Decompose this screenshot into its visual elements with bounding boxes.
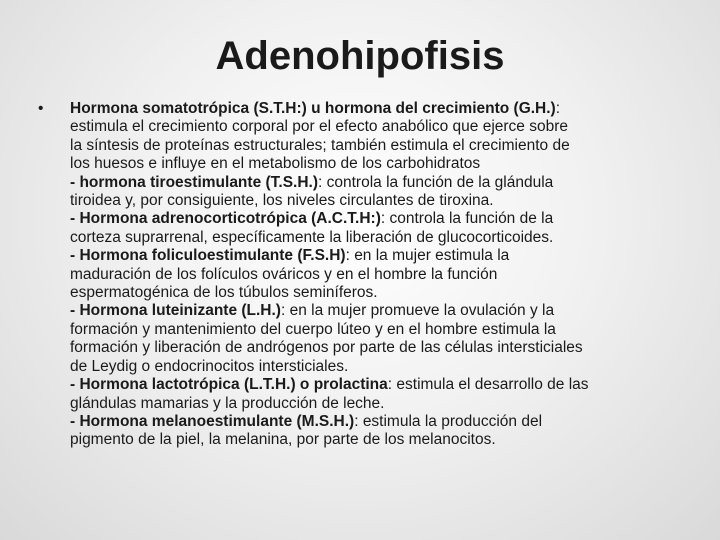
hormone-name: Hormona somatotrópica (S.T.H:) u hormona del crecimiento (G.H.)	[70, 100, 556, 117]
line-text: tiroidea y, por consiguiente, los niveles circulantes de tiroxina.	[70, 192, 494, 210]
text-line	[70, 413, 690, 431]
line-text: maduración de los folículos ováricos y en el hombre la función	[70, 265, 498, 283]
line-text: corteza suprarrenal, específicamente la liberación de glucocorticoides.	[70, 228, 554, 246]
slide-content	[30, 100, 690, 450]
line-text: : estimula el desarrollo de las	[387, 376, 589, 394]
text-line	[70, 118, 690, 136]
hormone-name: - Hormona lactotrópica (L.T.H.) o prolactina	[70, 376, 388, 394]
line-text: : en la mujer estimula la	[345, 247, 510, 265]
bullet-item	[30, 100, 690, 450]
hormone-name: - hormona tiroestimulante (T.S.H.)	[70, 173, 319, 191]
line-text: estimula el crecimiento corporal por el efecto anabólico que ejerce sobre	[70, 118, 568, 136]
line-text: de Leydig o endocrinocitos intersticiales.	[70, 357, 349, 375]
line-text: :	[555, 100, 561, 117]
hormone-name: - Hormona melanoestimulante (M.S.H.)	[70, 412, 355, 430]
bullet-paragraph	[70, 100, 690, 450]
text-line	[70, 137, 690, 155]
text-line	[70, 376, 690, 394]
text-line	[70, 174, 690, 192]
text-line	[70, 210, 690, 228]
line-text: la síntesis de proteínas estructurales; también estimula el crecimiento de	[70, 136, 570, 154]
text-line	[70, 431, 690, 449]
text-line	[70, 100, 690, 118]
text-line	[70, 358, 690, 376]
line-text: los huesos e influye en el metabolismo de los carbohidratos	[70, 155, 481, 173]
hormone-name: - Hormona foliculoestimulante (F.S.H)	[70, 247, 346, 265]
line-text: : estimula la producción del	[354, 412, 543, 430]
text-line	[70, 155, 690, 173]
text-line	[70, 302, 690, 320]
line-text: formación y liberación de andrógenos por parte de las células intersticiales	[70, 339, 583, 357]
line-text: formación y mantenimiento del cuerpo lúteo y en el hombre estimula la	[70, 320, 556, 338]
text-line	[70, 339, 690, 357]
text-line	[70, 192, 690, 210]
text-line	[70, 395, 690, 413]
line-text: espermatogénica de los túbulos seminíferos.	[70, 284, 378, 302]
hormone-name: - Hormona adrenocorticotrópica (A.C.T.H:)	[70, 210, 381, 228]
line-text: pigmento de la piel, la melanina, por parte de los melanocitos.	[70, 431, 496, 449]
line-text: : en la mujer promueve la ovulación y la	[280, 302, 555, 320]
line-text: glándulas mamarias y la producción de leche.	[70, 394, 385, 412]
hormone-name: - Hormona luteinizante (L.H.)	[70, 302, 281, 320]
slide-title: Adenohipofisis	[215, 34, 505, 78]
text-line	[70, 284, 690, 302]
bullet-marker: •	[38, 100, 44, 117]
line-text: : controla la función de la	[380, 210, 554, 228]
text-line	[70, 247, 690, 265]
line-text: : controla la función de la glándula	[318, 173, 554, 191]
text-line	[70, 229, 690, 247]
text-line	[70, 266, 690, 284]
text-line	[70, 321, 690, 339]
